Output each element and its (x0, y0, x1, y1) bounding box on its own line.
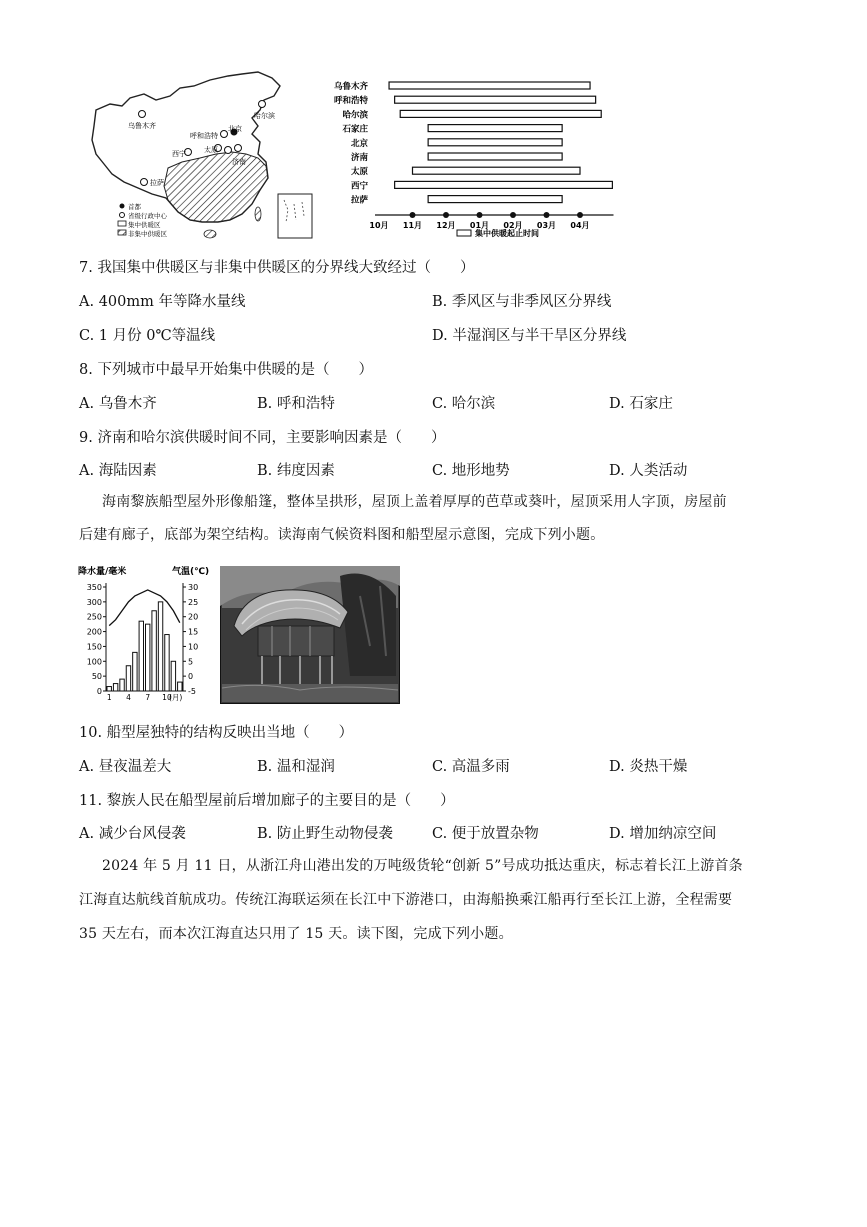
china-heating-map (82, 70, 322, 246)
gantt-city-label: 石家庄 (342, 124, 368, 135)
passage-shipping-line1: 2024 年 5 月 11 日，从浙江舟山港出发的万吨级货轮“创新 5”号成功抵达重庆，标志着长江上游首条 (102, 858, 743, 874)
q11-option-a[interactable]: A. 减少台风侵袭 (79, 826, 186, 842)
hainan-climate-chart (76, 563, 216, 708)
passage-hainan-line2: 后建有廊子，底部为架空结构。读海南气候资料图和船型屋示意图，完成下列小题。 (79, 527, 605, 543)
gantt-tick-dot (577, 212, 583, 218)
q10-option-d[interactable]: D. 炎热干燥 (609, 759, 688, 775)
precipitation-bar (152, 611, 156, 691)
q10-option-c[interactable]: C. 高温多雨 (432, 759, 510, 775)
gantt-bar (395, 181, 613, 188)
climate-x-unit: (月) (169, 693, 183, 702)
climate-right-tick-label: 20 (188, 612, 199, 622)
map-legend (118, 202, 168, 238)
non-heating-zone (164, 152, 268, 222)
q7-option-a[interactable]: A. 400mm 年等降水量线 (79, 294, 246, 310)
q10-option-a[interactable]: A. 昼夜温差大 (79, 759, 172, 775)
climate-right-tick-label: -5 (188, 687, 196, 696)
gantt-city-label: 呼和浩特 (333, 96, 368, 107)
q8-option-a[interactable]: A. 乌鲁木齐 (79, 396, 157, 412)
gantt-tick-dot (544, 212, 550, 218)
label-lhasa: 拉萨 (150, 179, 164, 187)
gantt-tick-label: 01月 (469, 221, 490, 230)
climate-left-tick-label: 100 (86, 657, 102, 667)
boat-house-image (220, 566, 400, 704)
precipitation-bar (178, 682, 182, 691)
boat-house-photo (220, 566, 400, 704)
heating-period-chart (332, 72, 617, 242)
precipitation-bar (158, 602, 162, 691)
climate-left-tick-label: 0 (96, 687, 102, 696)
q7-option-b[interactable]: B. 季风区与非季风区分界线 (432, 294, 612, 310)
precipitation-bar (107, 687, 111, 691)
svg-text:集中供暖区: 集中供暖区 (128, 221, 161, 229)
gantt-tick-dot (477, 212, 483, 218)
gantt-city-label: 哈尔滨 (342, 110, 368, 121)
passage-shipping-line3: 35 天左右，而本次江海直达只用了 15 天。读下图，完成下列小题。 (79, 926, 513, 942)
gantt-bar (428, 196, 562, 203)
passage-hainan-line1: 海南黎族船型屋外形像船篷，整体呈拱形，屋顶上盖着厚厚的芭草或葵叶，屋顶采用人字顶，房屋前 (102, 494, 727, 510)
q11-option-b[interactable]: B. 防止野生动物侵袭 (257, 826, 393, 842)
climate-month-label: 7 (145, 693, 151, 702)
gantt-bar (413, 167, 581, 174)
south-sea-inset (278, 194, 312, 238)
q9-option-a[interactable]: A. 海陆因素 (79, 463, 157, 479)
passage-shipping-line2: 江海直达航线首航成功。传统江海联运须在长江中下游港口，由海船换乘江船再行至长江上游，全程需要 (79, 892, 733, 908)
climate-chart-svg (76, 563, 216, 708)
gantt-city-label: 济南 (350, 153, 368, 163)
climate-left-axis-title: 降水量/毫米 (78, 567, 127, 577)
temperature-line (109, 590, 180, 626)
climate-right-tick-label: 10 (188, 642, 199, 652)
q9-option-d[interactable]: D. 人类活动 (609, 463, 688, 479)
precipitation-bar (165, 635, 169, 691)
question-10: 10. 船型屋独特的结构反映出当地（ ） (79, 725, 354, 741)
label-jinan: 济南 (232, 158, 246, 166)
gantt-bar (395, 96, 596, 103)
climate-right-tick-label: 15 (188, 627, 199, 637)
svg-text:首都: 首都 (128, 203, 141, 211)
q8-option-d[interactable]: D. 石家庄 (609, 396, 673, 412)
climate-left-tick-label: 50 (91, 672, 102, 682)
gantt-city-label: 北京 (350, 138, 368, 149)
climate-right-axis-title: 气温(℃) (172, 567, 210, 577)
climate-right-tick-label: 25 (188, 597, 199, 607)
climate-right-tick-label: 0 (188, 672, 194, 682)
gantt-legend-swatch (457, 230, 471, 236)
gantt-city-label: 拉萨 (350, 195, 368, 206)
q7-option-c[interactable]: C. 1 月份 0℃等温线 (79, 328, 216, 344)
gantt-bar (428, 139, 562, 146)
gantt-bar (428, 125, 562, 132)
q8-option-c[interactable]: C. 哈尔滨 (432, 396, 496, 412)
q11-option-c[interactable]: C. 便于放置杂物 (432, 826, 539, 842)
gantt-city-label: 西宁 (350, 181, 368, 192)
china-map-svg (82, 70, 322, 246)
label-harbin: 哈尔滨 (254, 112, 275, 120)
climate-left-tick-label: 250 (86, 612, 102, 622)
precipitation-bar (120, 679, 124, 691)
question-7: 7. 我国集中供暖区与非集中供暖区的分界线大致经过（ ） (79, 260, 475, 276)
label-taiyuan: 太原 (204, 146, 218, 154)
precipitation-bar (139, 621, 143, 691)
gantt-bar (428, 153, 562, 160)
q9-option-b[interactable]: B. 纬度因素 (257, 463, 335, 479)
gantt-tick-dot (443, 212, 449, 218)
precipitation-bar (171, 661, 175, 691)
precipitation-bar (133, 652, 137, 691)
q11-option-d[interactable]: D. 增加纳凉空间 (609, 826, 717, 842)
climate-left-tick-label: 200 (86, 627, 102, 637)
question-11: 11. 黎族人民在船型屋前后增加廊子的主要目的是（ ） (79, 793, 455, 809)
label-xining: 西宁 (172, 150, 186, 158)
gantt-tick-dot (410, 212, 416, 218)
question-9: 9. 济南和哈尔滨供暖时间不同，主要影响因素是（ ） (79, 430, 446, 446)
gantt-bar (389, 82, 590, 89)
gantt-bar (400, 110, 601, 117)
q8-option-b[interactable]: B. 呼和浩特 (257, 396, 335, 412)
gantt-tick-dot (510, 212, 516, 218)
precipitation-bar (146, 624, 150, 691)
q9-option-c[interactable]: C. 地形地势 (432, 463, 510, 479)
climate-right-tick-label: 5 (188, 657, 194, 667)
gantt-tick-label: 10月 (369, 221, 389, 230)
label-hohhot: 呼和浩特 (190, 132, 218, 140)
gantt-tick-label: 02月 (503, 221, 523, 230)
gantt-city-label: 乌鲁木齐 (333, 82, 368, 92)
climate-left-tick-label: 150 (86, 642, 102, 652)
gantt-city-label: 太原 (350, 167, 368, 178)
q10-option-b[interactable]: B. 温和湿润 (257, 759, 335, 775)
svg-text:省级行政中心: 省级行政中心 (128, 212, 167, 220)
gantt-tick-label: 03月 (536, 221, 557, 230)
climate-month-label: 4 (126, 693, 131, 702)
gantt-legend-label: 集中供暖起止时间 (475, 229, 539, 238)
svg-text:非集中供暖区: 非集中供暖区 (128, 230, 167, 238)
gantt-tick-label: 04月 (570, 221, 590, 230)
climate-left-tick-label: 350 (86, 583, 102, 592)
gantt-tick-label: 12月 (436, 221, 456, 230)
label-beijing: 北京 (228, 125, 242, 133)
label-urumqi: 乌鲁木齐 (128, 122, 156, 130)
heating-period-svg (332, 72, 617, 242)
climate-month-label: 10 (162, 693, 172, 702)
climate-month-label: 1 (106, 693, 112, 702)
precipitation-bar (126, 666, 130, 691)
question-8: 8. 下列城市中最早开始集中供暖的是（ ） (79, 362, 373, 378)
gantt-tick-label: 11月 (402, 221, 423, 230)
climate-right-tick-label: 30 (188, 583, 199, 592)
q7-option-d[interactable]: D. 半湿润区与半干旱区分界线 (432, 328, 627, 344)
precipitation-bar (113, 684, 117, 691)
climate-left-tick-label: 300 (86, 597, 102, 607)
